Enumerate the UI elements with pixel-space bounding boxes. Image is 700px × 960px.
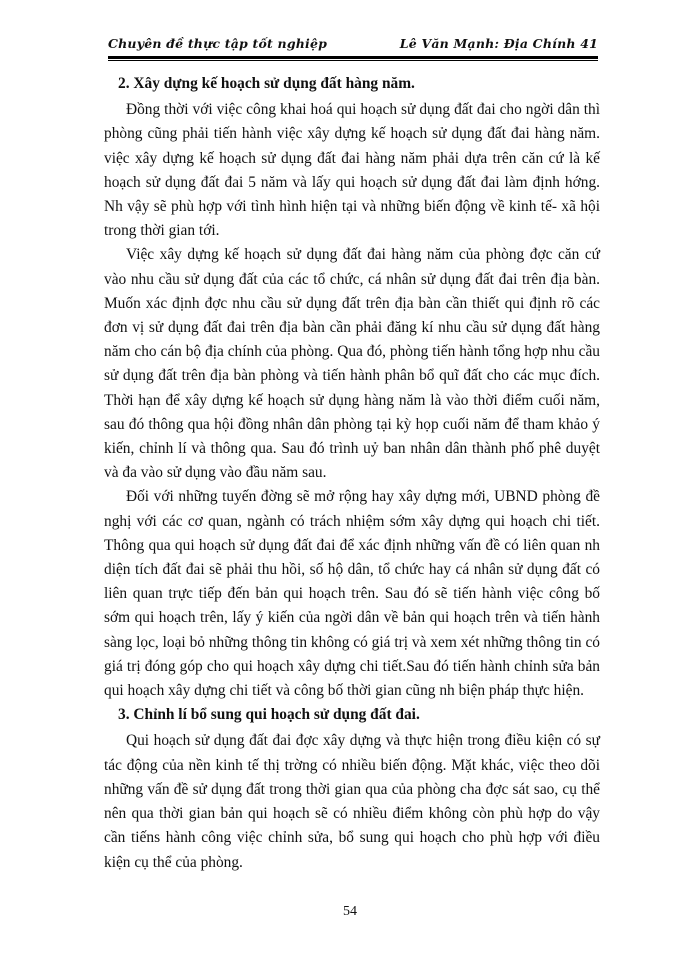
section-3-paragraph-1: Qui hoạch sử dụng đất đai đợc xây dựng và thực hiện trong điều kiện có sự tác động của nền kinh tế thị trờng có nhiều biến động. Mặt khác, việc theo dõi những vấn đề sử dụng đất trong thời gian qua của phòng cha đợc sát sao, cụ thể nên qua thời gian bản qui hoạch sẽ có nhiều điểm không còn phù hợp do vậy cần tiếns hành công việc chỉnh sửa, bổ sung qui hoạch cho phù hợp với điều kiện cụ thể của phòng.	[104, 732, 600, 871]
section-2-paragraph-2: Việc xây dựng kế hoạch sử dụng đất đai hàng năm của phòng đợc căn cứ vào nhu cầu sử dụng đất của các tổ chức, cá nhân sử dụng đất đai trên địa bàn. Muốn xác định đợc nhu cầu sử dụng đất trên địa bàn cần thiết qui định rõ các đơn vị sử dụng đất đai trên địa bàn cần phải đăng kí nhu cầu sử dụng đất hàng năm cho cán bộ địa chính của phòng. Qua đó, phòng tiến hành tổng hợp nhu cầu sử dụng đất trên địa bàn phòng và tiến hành phân bổ quĩ đất cho các mục đích. Thời hạn để xây dựng kế hoạch sử dụng hàng năm là vào thời điểm cuối năm, sau đó thông qua hội đồng nhân dân phòng tại kỳ họp cuối năm để tham khảo ý kiến, chỉnh lí và thông qua. Sau đó trình uỷ ban nhân dân thành phố phê duyệt và đa vào sử dụng vào đầu năm sau.	[104, 246, 600, 482]
header-right-author: Lê Văn Mạnh: Địa Chính 41	[399, 36, 598, 51]
section-3-heading: 3. Chỉnh lí bổ sung qui hoạch sử dụng đất đai.	[118, 706, 420, 724]
header-left-title: Chuyên đề thực tập tốt nghiệp	[108, 36, 328, 51]
page-number: 54	[343, 904, 357, 919]
running-header	[108, 36, 598, 58]
section-2-paragraph-1: Đồng thời với việc công khai hoá qui hoạch sử dụng đất đai cho ngời dân thì phòng cũng phải tiến hành việc xây dựng kế hoạch sử dụng đất đai hàng năm. việc xây dựng kế hoạch sử dụng đất đai hàng năm phải dựa trên căn cứ là kế hoạch sử dụng đất đai 5 năm và lấy qui hoạch sử dụng đất đai làm định hớng. Nh vậy sẽ phù hợp với tình hình hiện tại và những biến động về kinh tế- xã hội trong thời gian tới.	[104, 101, 600, 240]
section-2-heading: 2. Xây dựng kế hoạch sử dụng đất hàng năm.	[118, 75, 415, 92]
body-text	[104, 72, 600, 875]
header-divider	[108, 56, 598, 61]
section-2-paragraph-3: Đối với những tuyến đờng sẽ mở rộng hay xây dựng mới, UBND phòng đề nghị với các cơ quan, ngành có trách nhiệm sớm xây dựng qui hoạch chi tiết. Thông qua qui hoạch sử dụng đất đai để xác định những vấn đề có liên quan nh diện tích đất đai sẽ phải thu hồi, số hộ dân, tổ chức hay cá nhân sử dụng đất có liên quan trực tiếp đến bản qui hoạch trên. Sau đó sẽ tiến hành việc công bố sớm qui hoạch trên, lấy ý kiến của ngời dân về bản qui hoạch trên và tiến hành sàng lọc, loại bỏ những thông tin không có giá trị và xem xét những thông tin có giá trị đóng góp cho qui hoạch xây dựng chi tiết.Sau đó tiến hành chỉnh sửa bản qui hoạch xây dựng chi tiết và công bố thời gian cũng nh biện pháp thực hiện.	[104, 488, 600, 700]
